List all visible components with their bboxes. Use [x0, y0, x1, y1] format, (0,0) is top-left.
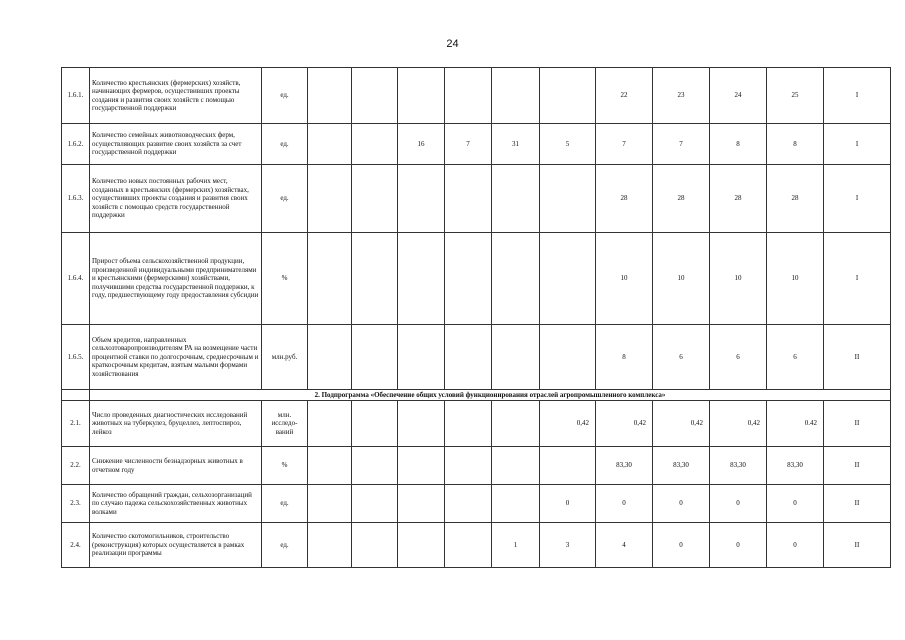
value-cell	[492, 401, 540, 447]
section-title: 2. Подпрограмма «Обеспечение общих условий функционирования отраслей агропромышленного комплекса»	[90, 390, 891, 401]
row-number: 2.4.	[62, 523, 90, 568]
value-cell: 6	[710, 325, 767, 390]
value-cell: 8	[710, 124, 767, 165]
value-cell	[398, 325, 445, 390]
row-number: 1.6.2.	[62, 124, 90, 165]
value-cell	[308, 325, 352, 390]
value-cell: 31	[492, 124, 540, 165]
value-cell: 7	[445, 124, 492, 165]
value-cell	[352, 523, 398, 568]
table-row	[62, 68, 891, 124]
value-cell: 28	[596, 165, 653, 233]
unit-cell: млн. исследо-ваний	[262, 401, 308, 447]
value-cell	[352, 233, 398, 325]
indicator-name: Количество новых постоянных рабочих мест, созданных в крестьянских (фермерских) хозяйствах, осуществивших проекты создания и развития своих хозяйств с помощью средств государственной поддержки	[90, 165, 262, 233]
value-cell	[445, 401, 492, 447]
table-row	[62, 447, 891, 485]
value-cell: 0	[767, 523, 824, 568]
row-number: 1.6.1.	[62, 68, 90, 124]
indicator-name: Количество обращений граждан, сельхозорганизаций по случаю падежа сельскохозяйственных животных волками	[90, 485, 262, 523]
value-cell: 8	[767, 124, 824, 165]
subprogram-cell: II	[824, 447, 891, 485]
table-row	[62, 124, 891, 165]
unit-cell: ед.	[262, 485, 308, 523]
value-cell	[308, 401, 352, 447]
value-cell	[540, 68, 596, 124]
value-cell	[398, 233, 445, 325]
value-cell	[540, 233, 596, 325]
value-cell: 22	[596, 68, 653, 124]
indicator-name: Прирост объема сельскохозяйственной продукции, произведенной индивидуальными предпринимателями и крестьянскими (фермерскими) хозяйствами, получившими средства государственной поддержки, к году, предшествующему году предоставления субсидии	[90, 233, 262, 325]
table-row	[62, 325, 891, 390]
value-cell: 1	[492, 523, 540, 568]
subprogram-cell: I	[824, 124, 891, 165]
value-cell	[308, 165, 352, 233]
value-cell: 83,30	[710, 447, 767, 485]
value-cell	[308, 447, 352, 485]
value-cell	[492, 485, 540, 523]
value-cell: 10	[710, 233, 767, 325]
table-row	[62, 165, 891, 233]
value-cell: 3	[540, 523, 596, 568]
value-cell: 16	[398, 124, 445, 165]
value-cell	[398, 485, 445, 523]
value-cell: 83,30	[767, 447, 824, 485]
value-cell: 0.42	[767, 401, 824, 447]
value-cell	[445, 233, 492, 325]
value-cell: 0,42	[596, 401, 653, 447]
value-cell: 0	[710, 485, 767, 523]
value-cell	[445, 165, 492, 233]
value-cell	[398, 68, 445, 124]
value-cell	[398, 165, 445, 233]
row-number: 2.3.	[62, 485, 90, 523]
value-cell: 6	[767, 325, 824, 390]
value-cell	[540, 325, 596, 390]
value-cell: 10	[767, 233, 824, 325]
unit-cell: ед.	[262, 124, 308, 165]
subprogram-cell: I	[824, 68, 891, 124]
value-cell: 0	[653, 523, 710, 568]
table-row	[62, 523, 891, 568]
value-cell	[492, 233, 540, 325]
value-cell	[308, 68, 352, 124]
value-cell	[308, 523, 352, 568]
value-cell	[445, 485, 492, 523]
value-cell: 5	[540, 124, 596, 165]
value-cell: 24	[710, 68, 767, 124]
table-row	[62, 401, 891, 447]
indicator-name: Объем кредитов, направленных сельхозтоваропроизводителям РА на возмещение части процентной ставки по долгосрочным, среднесрочным и краткосрочным кредитам, взятым малыми формами хозяйствования	[90, 325, 262, 390]
indicator-name: Количество крестьянских (фермерских) хозяйств, начинающих фермеров, осуществивших проекты создания и развития своих хозяйств с помощью государственной поддержки	[90, 68, 262, 124]
value-cell	[352, 68, 398, 124]
table-row	[62, 233, 891, 325]
indicator-name: Количество скотомогильников, строительство (реконструкция) которых осуществляется в рамках реализации программы	[90, 523, 262, 568]
row-number: 1.6.5.	[62, 325, 90, 390]
value-cell: 83,30	[653, 447, 710, 485]
value-cell	[445, 68, 492, 124]
value-cell: 0,42	[540, 401, 596, 447]
page-number: 24	[446, 38, 459, 50]
value-cell	[398, 447, 445, 485]
section-header-row	[62, 390, 891, 401]
value-cell	[398, 401, 445, 447]
row-number: 2.2.	[62, 447, 90, 485]
subprogram-cell: II	[824, 523, 891, 568]
value-cell: 0	[710, 523, 767, 568]
value-cell	[492, 325, 540, 390]
unit-cell: млн.руб.	[262, 325, 308, 390]
value-cell: 0	[540, 485, 596, 523]
subprogram-cell: I	[824, 165, 891, 233]
value-cell	[308, 485, 352, 523]
value-cell	[308, 233, 352, 325]
value-cell: 8	[596, 325, 653, 390]
value-cell	[308, 124, 352, 165]
value-cell: 28	[767, 165, 824, 233]
value-cell	[352, 325, 398, 390]
value-cell: 0	[653, 485, 710, 523]
indicator-name: Количество семейных животноводческих ферм, осуществляющих развитие своих хозяйств за счет государственной поддержки	[90, 124, 262, 165]
value-cell: 25	[767, 68, 824, 124]
value-cell: 10	[653, 233, 710, 325]
value-cell: 7	[653, 124, 710, 165]
unit-cell: ед.	[262, 68, 308, 124]
unit-cell: %	[262, 447, 308, 485]
value-cell: 23	[653, 68, 710, 124]
value-cell: 28	[653, 165, 710, 233]
subprogram-cell: II	[824, 325, 891, 390]
value-cell	[445, 523, 492, 568]
table-row	[62, 485, 891, 523]
value-cell: 28	[710, 165, 767, 233]
value-cell	[398, 523, 445, 568]
value-cell	[540, 447, 596, 485]
subprogram-cell: II	[824, 485, 891, 523]
indicators-table	[61, 67, 891, 568]
value-cell: 0	[767, 485, 824, 523]
section-spacer	[62, 390, 90, 401]
value-cell: 7	[596, 124, 653, 165]
value-cell: 6	[653, 325, 710, 390]
value-cell	[492, 165, 540, 233]
value-cell: 10	[596, 233, 653, 325]
value-cell: 4	[596, 523, 653, 568]
value-cell	[352, 124, 398, 165]
value-cell	[540, 165, 596, 233]
indicator-name: Число проведенных диагностических исследований животных на туберкулез, бруцеллез, лептоспироз, лейкоз	[90, 401, 262, 447]
value-cell: 0	[596, 485, 653, 523]
subprogram-cell: II	[824, 401, 891, 447]
value-cell	[352, 401, 398, 447]
row-number: 2.1.	[62, 401, 90, 447]
value-cell	[492, 447, 540, 485]
subprogram-cell: I	[824, 233, 891, 325]
value-cell	[492, 68, 540, 124]
unit-cell: %	[262, 233, 308, 325]
row-number: 1.6.3.	[62, 165, 90, 233]
value-cell	[445, 325, 492, 390]
value-cell	[352, 165, 398, 233]
indicator-name: Снижение численности безнадзорных животных в отчетном году	[90, 447, 262, 485]
value-cell: 83,30	[596, 447, 653, 485]
value-cell: 0,42	[710, 401, 767, 447]
value-cell	[352, 485, 398, 523]
value-cell: 0,42	[653, 401, 710, 447]
value-cell	[445, 447, 492, 485]
unit-cell: ед.	[262, 165, 308, 233]
row-number: 1.6.4.	[62, 233, 90, 325]
unit-cell: ед.	[262, 523, 308, 568]
value-cell	[352, 447, 398, 485]
